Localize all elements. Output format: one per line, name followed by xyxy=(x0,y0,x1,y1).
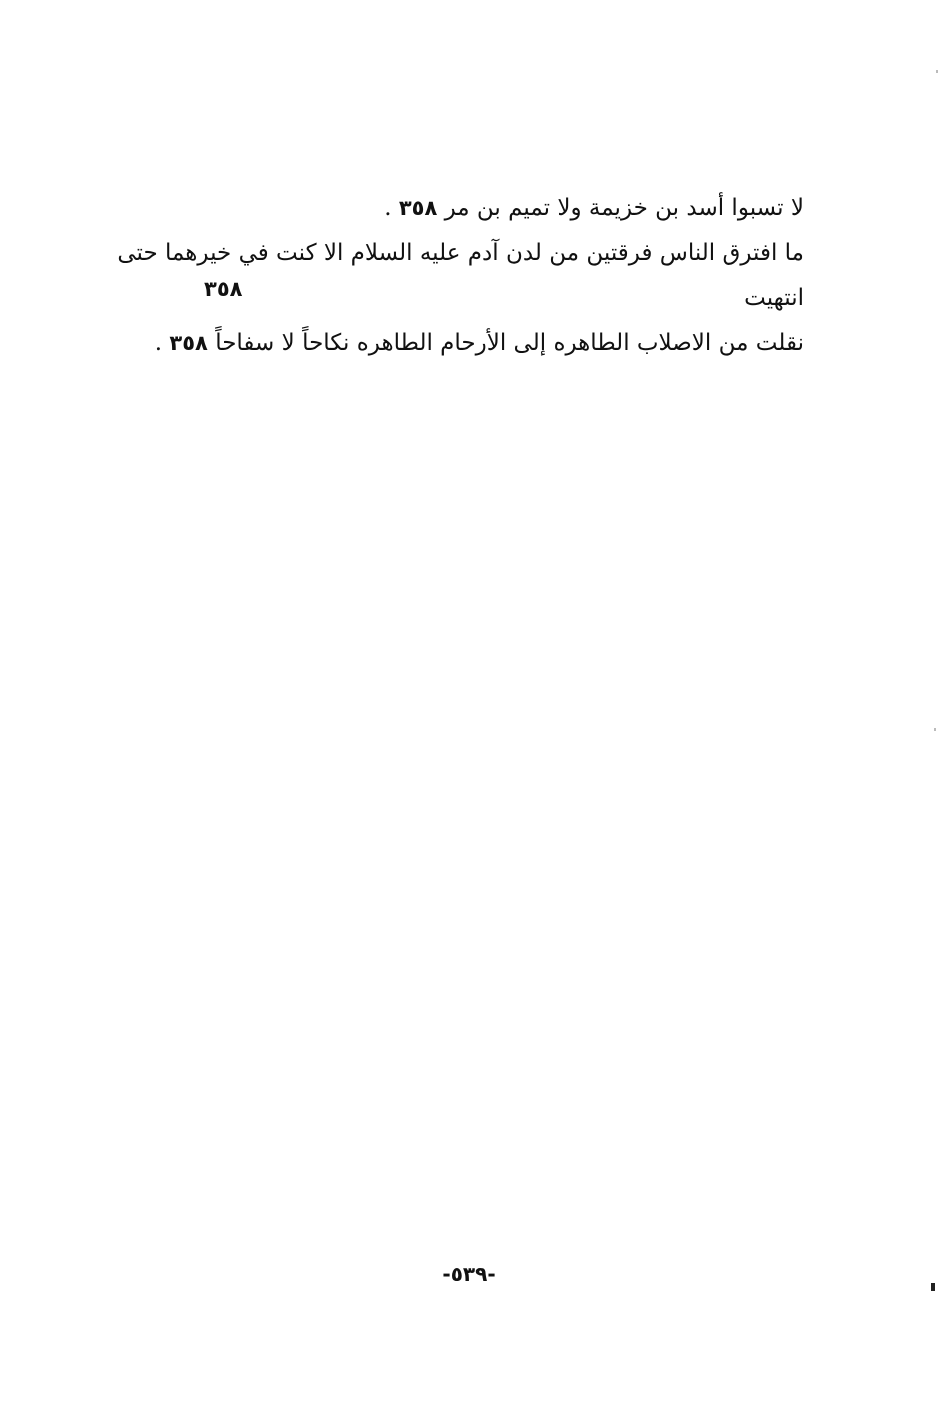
entry-page-ref: ٣٥٨ xyxy=(204,277,243,301)
entry-period: . xyxy=(154,330,163,356)
entry-text-line-2: انتهيت xyxy=(744,285,804,311)
index-entry xyxy=(117,231,804,321)
entry-text: لا تسبوا أسد بن خزيمة ولا تميم بن مر xyxy=(444,195,804,221)
entry-text: نقلت من الاصلاب الطاهره إلى الأرحام الطاهره نكاحاً لا سفاحاً xyxy=(215,330,804,356)
entry-period: . xyxy=(384,195,392,221)
index-entry xyxy=(140,321,804,366)
index-entry xyxy=(140,186,804,231)
entry-page-ref: ٣٥٨ xyxy=(169,331,208,355)
scan-mark xyxy=(931,1283,935,1291)
entry-page-ref: ٣٥٨ xyxy=(398,196,438,220)
index-entries xyxy=(117,186,804,366)
page-number: -٥٣٩- xyxy=(442,1262,496,1286)
scan-speck xyxy=(934,728,936,731)
entry-text-line-1: ما افترق الناس فرقتين من لدن آدم عليه السلام الا كنت في خيرهما حتى xyxy=(117,240,804,266)
